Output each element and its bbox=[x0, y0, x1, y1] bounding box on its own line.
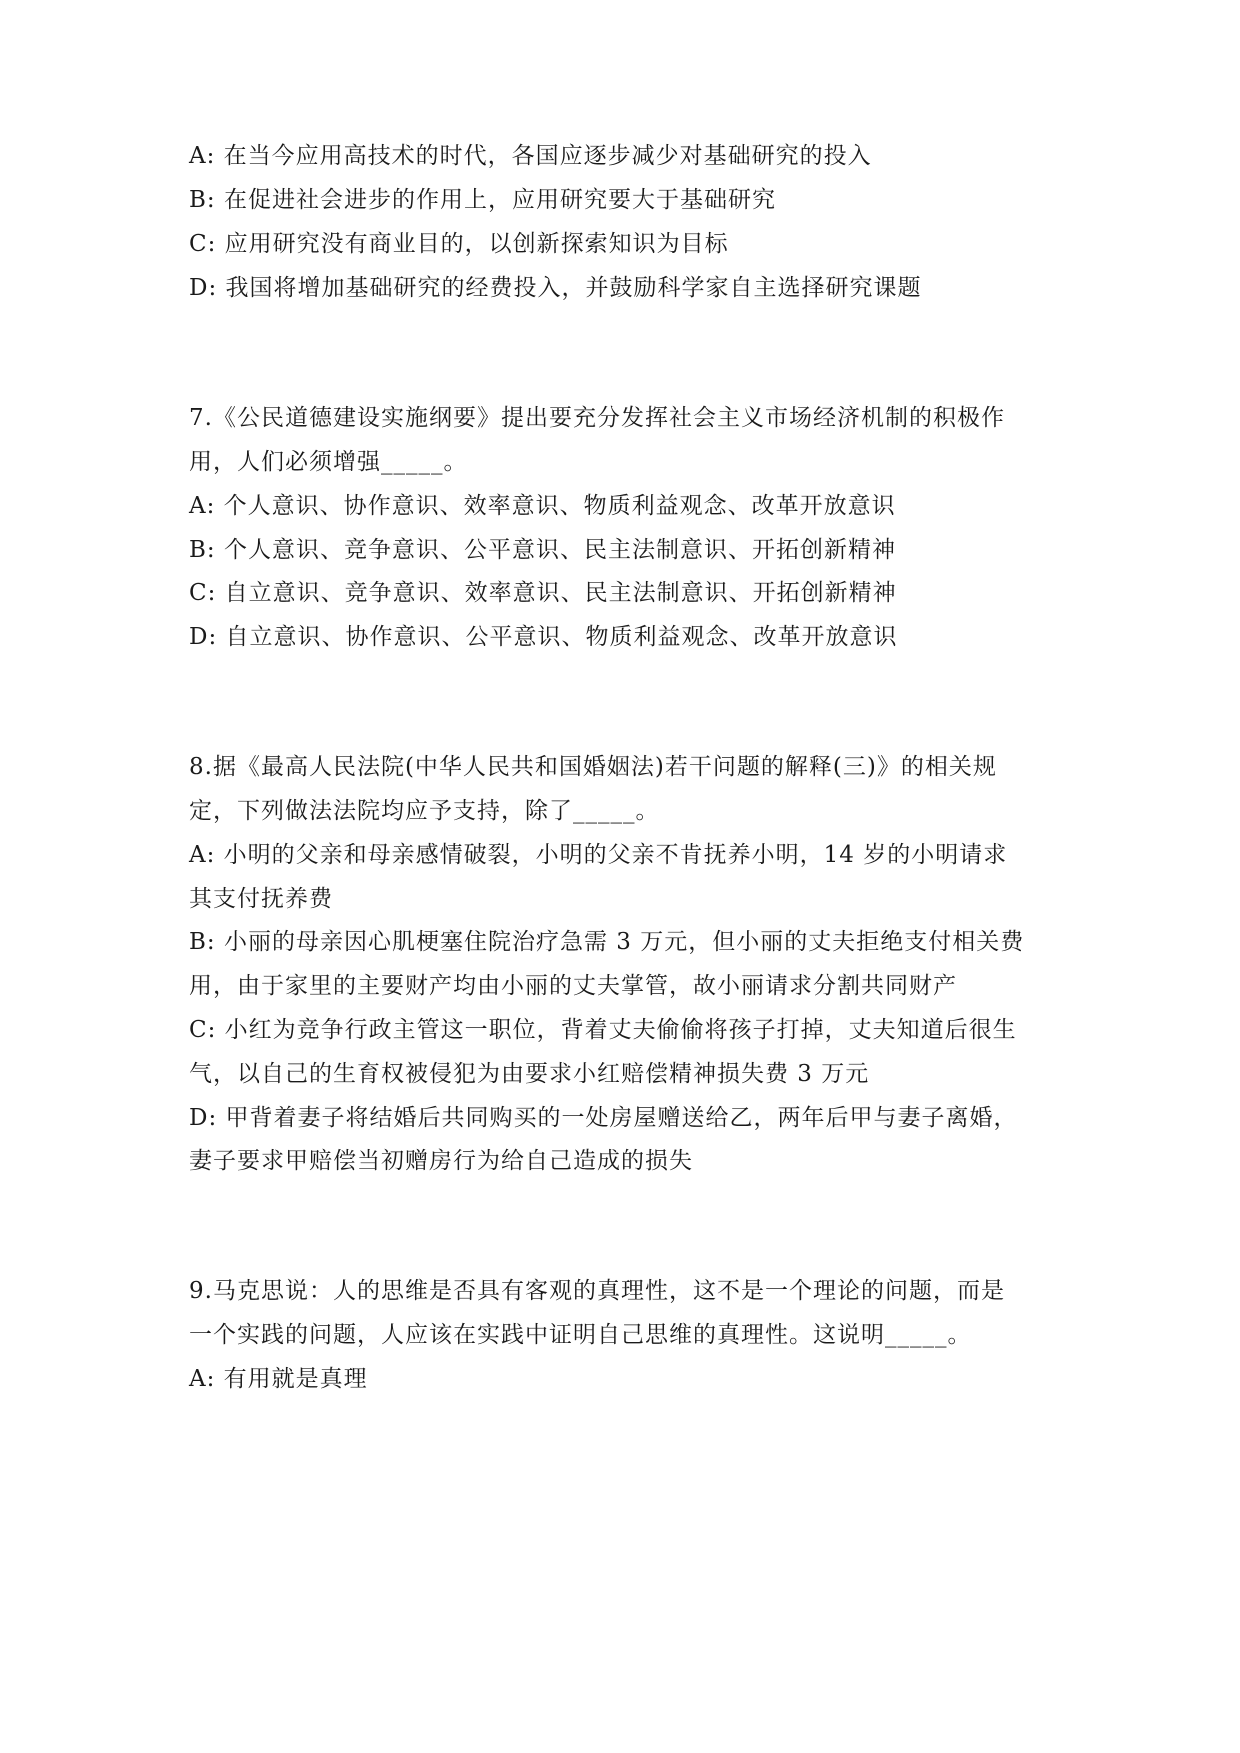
q8-option-b-line-1: B: 小丽的母亲因心肌梗塞住院治疗急需 3 万元，但小丽的丈夫拒绝支付相关费 bbox=[189, 929, 1025, 955]
q9-option-a: A: 有用就是真理 bbox=[189, 1366, 368, 1392]
q6-option-d: D: 我国将增加基础研究的经费投入，并鼓励科学家自主选择研究课题 bbox=[189, 275, 922, 301]
q6-option-c: C: 应用研究没有商业目的，以创新探索知识为目标 bbox=[189, 231, 729, 257]
q8-option-d-line-1: D: 甲背着妻子将结婚后共同购买的一处房屋赠送给乙，两年后甲与妻子离婚， bbox=[189, 1105, 1018, 1131]
q7-stem-line-1: 7.《公民道德建设实施纲要》提出要充分发挥社会主义市场经济机制的积极作 bbox=[189, 405, 1005, 431]
q6-option-b: B: 在促进社会进步的作用上，应用研究要大于基础研究 bbox=[189, 187, 776, 213]
q7-option-c: C: 自立意识、竞争意识、效率意识、民主法制意识、开拓创新精神 bbox=[189, 580, 897, 606]
q7-option-b: B: 个人意识、竞争意识、公平意识、民主法制意识、开拓创新精神 bbox=[189, 537, 896, 563]
q8-stem-line-1: 8.据《最高人民法院(中华人民共和国婚姻法)若干问题的解释(三)》的相关规 bbox=[189, 754, 997, 780]
q7-option-d: D: 自立意识、协作意识、公平意识、物质利益观念、改革开放意识 bbox=[189, 624, 898, 650]
q8-option-a-line-1: A: 小明的父亲和母亲感情破裂，小明的父亲不肯抚养小明，14 岁的小明请求 bbox=[189, 842, 1008, 868]
q8-option-c-line-1: C: 小红为竞争行政主管这一职位，背着丈夫偷偷将孩子打掉，丈夫知道后很生 bbox=[189, 1017, 1017, 1043]
q9-stem-line-2: 一个实践的问题，人应该在实践中证明自己思维的真理性。这说明_____。 bbox=[189, 1322, 972, 1348]
q8-stem-line-2: 定，下列做法法院均应予支持，除了_____。 bbox=[189, 798, 660, 824]
q7-option-a: A: 个人意识、协作意识、效率意识、物质利益观念、改革开放意识 bbox=[189, 493, 896, 519]
q8-option-d-line-2: 妻子要求甲赔偿当初赠房行为给自己造成的损失 bbox=[189, 1148, 693, 1174]
q8-option-c-line-2: 气，以自己的生育权被侵犯为由要求小红赔偿精神损失费 3 万元 bbox=[189, 1061, 870, 1087]
q7-stem-line-2: 用，人们必须增强_____。 bbox=[189, 449, 468, 475]
q8-option-a-line-2: 其支付抚养费 bbox=[189, 886, 333, 912]
q8-option-b-line-2: 用，由于家里的主要财产均由小丽的丈夫掌管，故小丽请求分割共同财产 bbox=[189, 973, 957, 999]
q9-stem-line-1: 9.马克思说：人的思维是否具有客观的真理性，这不是一个理论的问题，而是 bbox=[189, 1278, 1005, 1304]
q6-option-a: A: 在当今应用高技术的时代，各国应逐步减少对基础研究的投入 bbox=[189, 143, 872, 169]
